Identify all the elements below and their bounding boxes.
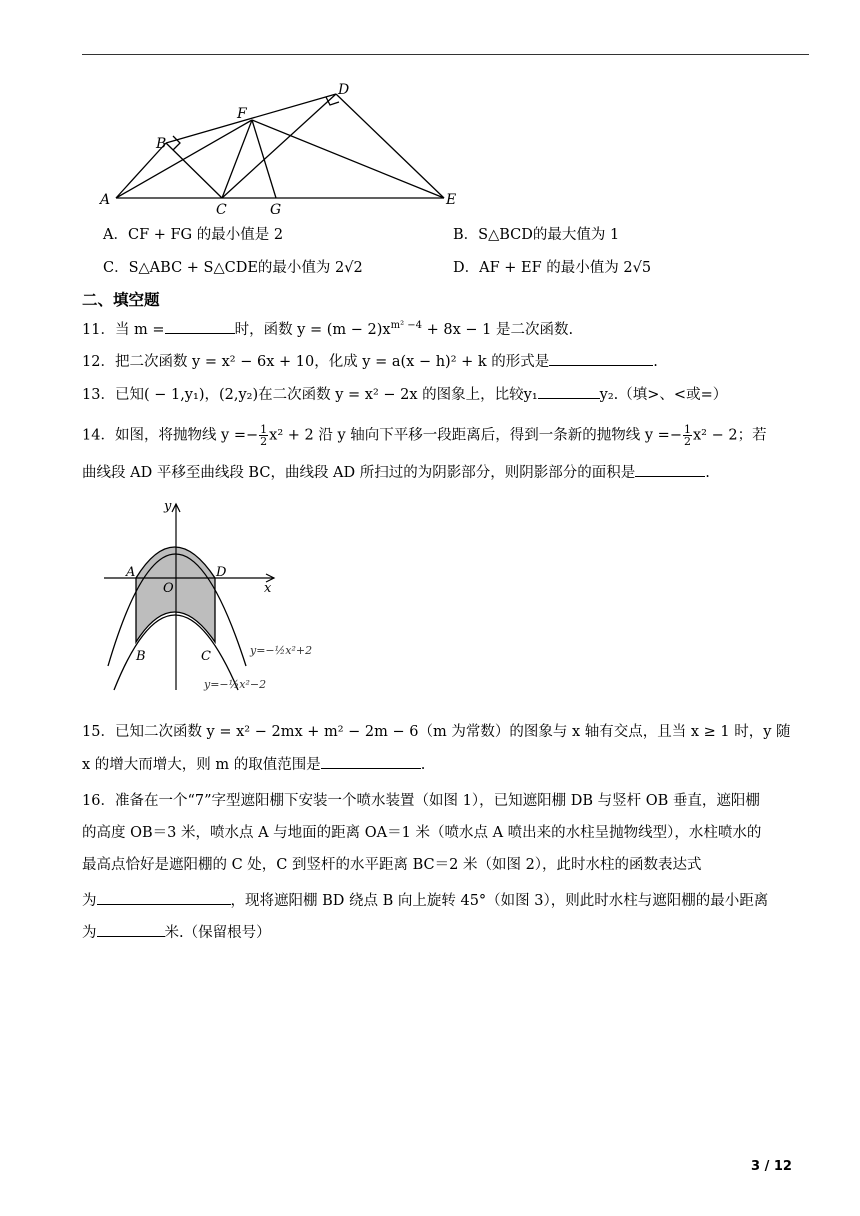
q13-suffix: y₂.（填>、<或=） [599, 387, 728, 403]
question-15-line1: 15．已知二次函数 y = x² − 2mx + m² − 2m − 6（m 为常数）的图象与 x 轴有交点，且当 x ≥ 1 时，y 随 [82, 724, 791, 740]
label-e: E [446, 192, 457, 208]
parabola-figure [96, 494, 346, 704]
segment-bc [166, 143, 222, 198]
question-13 [82, 384, 727, 405]
question-14-line2 [82, 462, 710, 483]
question-12 [82, 351, 658, 372]
section-title: 二、填空题 [82, 291, 160, 309]
question-11 [82, 316, 573, 340]
q14-text-c: x² − 2；若 [692, 427, 767, 444]
segment-bd [166, 94, 336, 143]
x-axis-label: x [264, 581, 272, 596]
geometry-figure [96, 78, 466, 218]
origin-label: O [163, 581, 174, 596]
q11-mid: 时，函数 y = (m − 2)x [234, 321, 391, 338]
q11-exponent: m² −4 [390, 320, 423, 331]
q16-line4-prefix: 为 [82, 893, 97, 909]
y-axis-label: y [164, 499, 172, 514]
q14-frac-den-1: 2 [260, 435, 268, 448]
page-number: 3 / 12 [751, 1159, 792, 1174]
label-f: F [237, 106, 247, 122]
q12-prefix: 12．把二次函数 y = x² − 6x + 10，化成 y = a(x − h)² + k 的形式是 [82, 354, 550, 370]
right-angle-b [173, 136, 180, 150]
q11-blank [165, 319, 235, 334]
q16-line5-prefix: 为 [82, 925, 97, 941]
lower-curve-label: y=−½x²−2 [204, 678, 267, 691]
q14-text-b: x² + 2 沿 y 轴向下平移一段距离后，得到一条新的抛物线 y =− [269, 427, 682, 444]
header-rule [82, 54, 809, 55]
option-d: D．AF + EF 的最小值为 2√5 [453, 260, 652, 276]
question-16-line5 [82, 922, 271, 943]
q11-prefix: 11．当 m = [82, 321, 165, 338]
option-b: B．S△BCD的最大值为 1 [453, 227, 620, 243]
q15-blank [321, 754, 421, 769]
right-angle-d [326, 97, 339, 105]
point-b-label: B [136, 649, 146, 664]
question-16-line4 [82, 890, 768, 911]
q14-frac-den-2: 2 [683, 435, 691, 448]
segment-af [116, 120, 252, 198]
q14-text-line2: 曲线段 AD 平移至曲线段 BC，曲线段 AD 所扫过的为阴影部分，则阴影部分的面积是 [82, 465, 636, 481]
q16-line5-text: 米.（保留根号） [164, 925, 271, 941]
q14-end: . [705, 465, 710, 481]
q12-blank [549, 351, 653, 366]
q14-frac-num-1: 1 [260, 423, 268, 436]
q13-prefix: 13．已知( − 1,y₁)，(2,y₂)在二次函数 y = x² − 2x 的图象上，比较y₁ [82, 387, 538, 403]
label-d: D [338, 82, 350, 98]
label-a: A [100, 192, 111, 208]
segment-fe [252, 120, 444, 198]
upper-curve-label: y=−½x²+2 [250, 644, 313, 657]
question-16-line3: 最高点恰好是遮阳棚的 C 处，C 到竖杆的水平距离 BC＝2 米（如图 2），此时水柱的函数表达式 [82, 857, 702, 873]
point-c-label: C [201, 649, 211, 664]
label-g: G [270, 202, 282, 218]
q15-end: . [420, 757, 426, 773]
q15-text: x 的增大而增大，则 m 的取值范围是 [82, 757, 321, 773]
q14-fraction-2 [683, 424, 692, 447]
q16-blank-2 [97, 922, 165, 937]
q16-line4-text: ，现将遮阳棚 BD 绕点 B 向上旋转 45°（如图 3），则此时水柱与遮阳棚的最小距离 [230, 893, 769, 909]
q14-frac-num-2: 1 [683, 423, 691, 436]
q13-blank [538, 384, 600, 399]
q14-text-a: 14．如图，将抛物线 y =− [82, 427, 259, 444]
label-c: C [216, 202, 227, 218]
point-d-label: D [216, 565, 227, 580]
segment-fg [252, 120, 276, 198]
q16-blank-1 [97, 890, 231, 905]
question-14-line1 [82, 424, 767, 447]
point-a-label: A [126, 565, 136, 580]
q14-fraction-1 [259, 424, 268, 447]
question-15-line2 [82, 754, 425, 775]
q11-suffix: + 8x − 1 是二次函数. [422, 321, 574, 338]
question-16-line1: 16．准备在一个“7”字型遮阳棚下安装一个喷水装置（如图 1），已知遮阳棚 DB 与竖杆 OB 垂直，遮阳棚 [82, 793, 760, 809]
option-a: A．CF + FG 的最小值是 2 [103, 227, 284, 243]
question-16-line2: 的高度 OB＝3 米，喷水点 A 与地面的距离 OA＝1 米（喷水点 A 喷出来的水柱呈抛物线型），水柱喷水的 [82, 825, 762, 841]
q12-suffix: . [653, 354, 658, 370]
label-b: B [156, 136, 167, 152]
option-c: C．S△ABC + S△CDE的最小值为 2√2 [103, 260, 363, 276]
q14-blank [635, 462, 705, 477]
segment-fc [222, 120, 252, 198]
segment-de [336, 94, 444, 198]
